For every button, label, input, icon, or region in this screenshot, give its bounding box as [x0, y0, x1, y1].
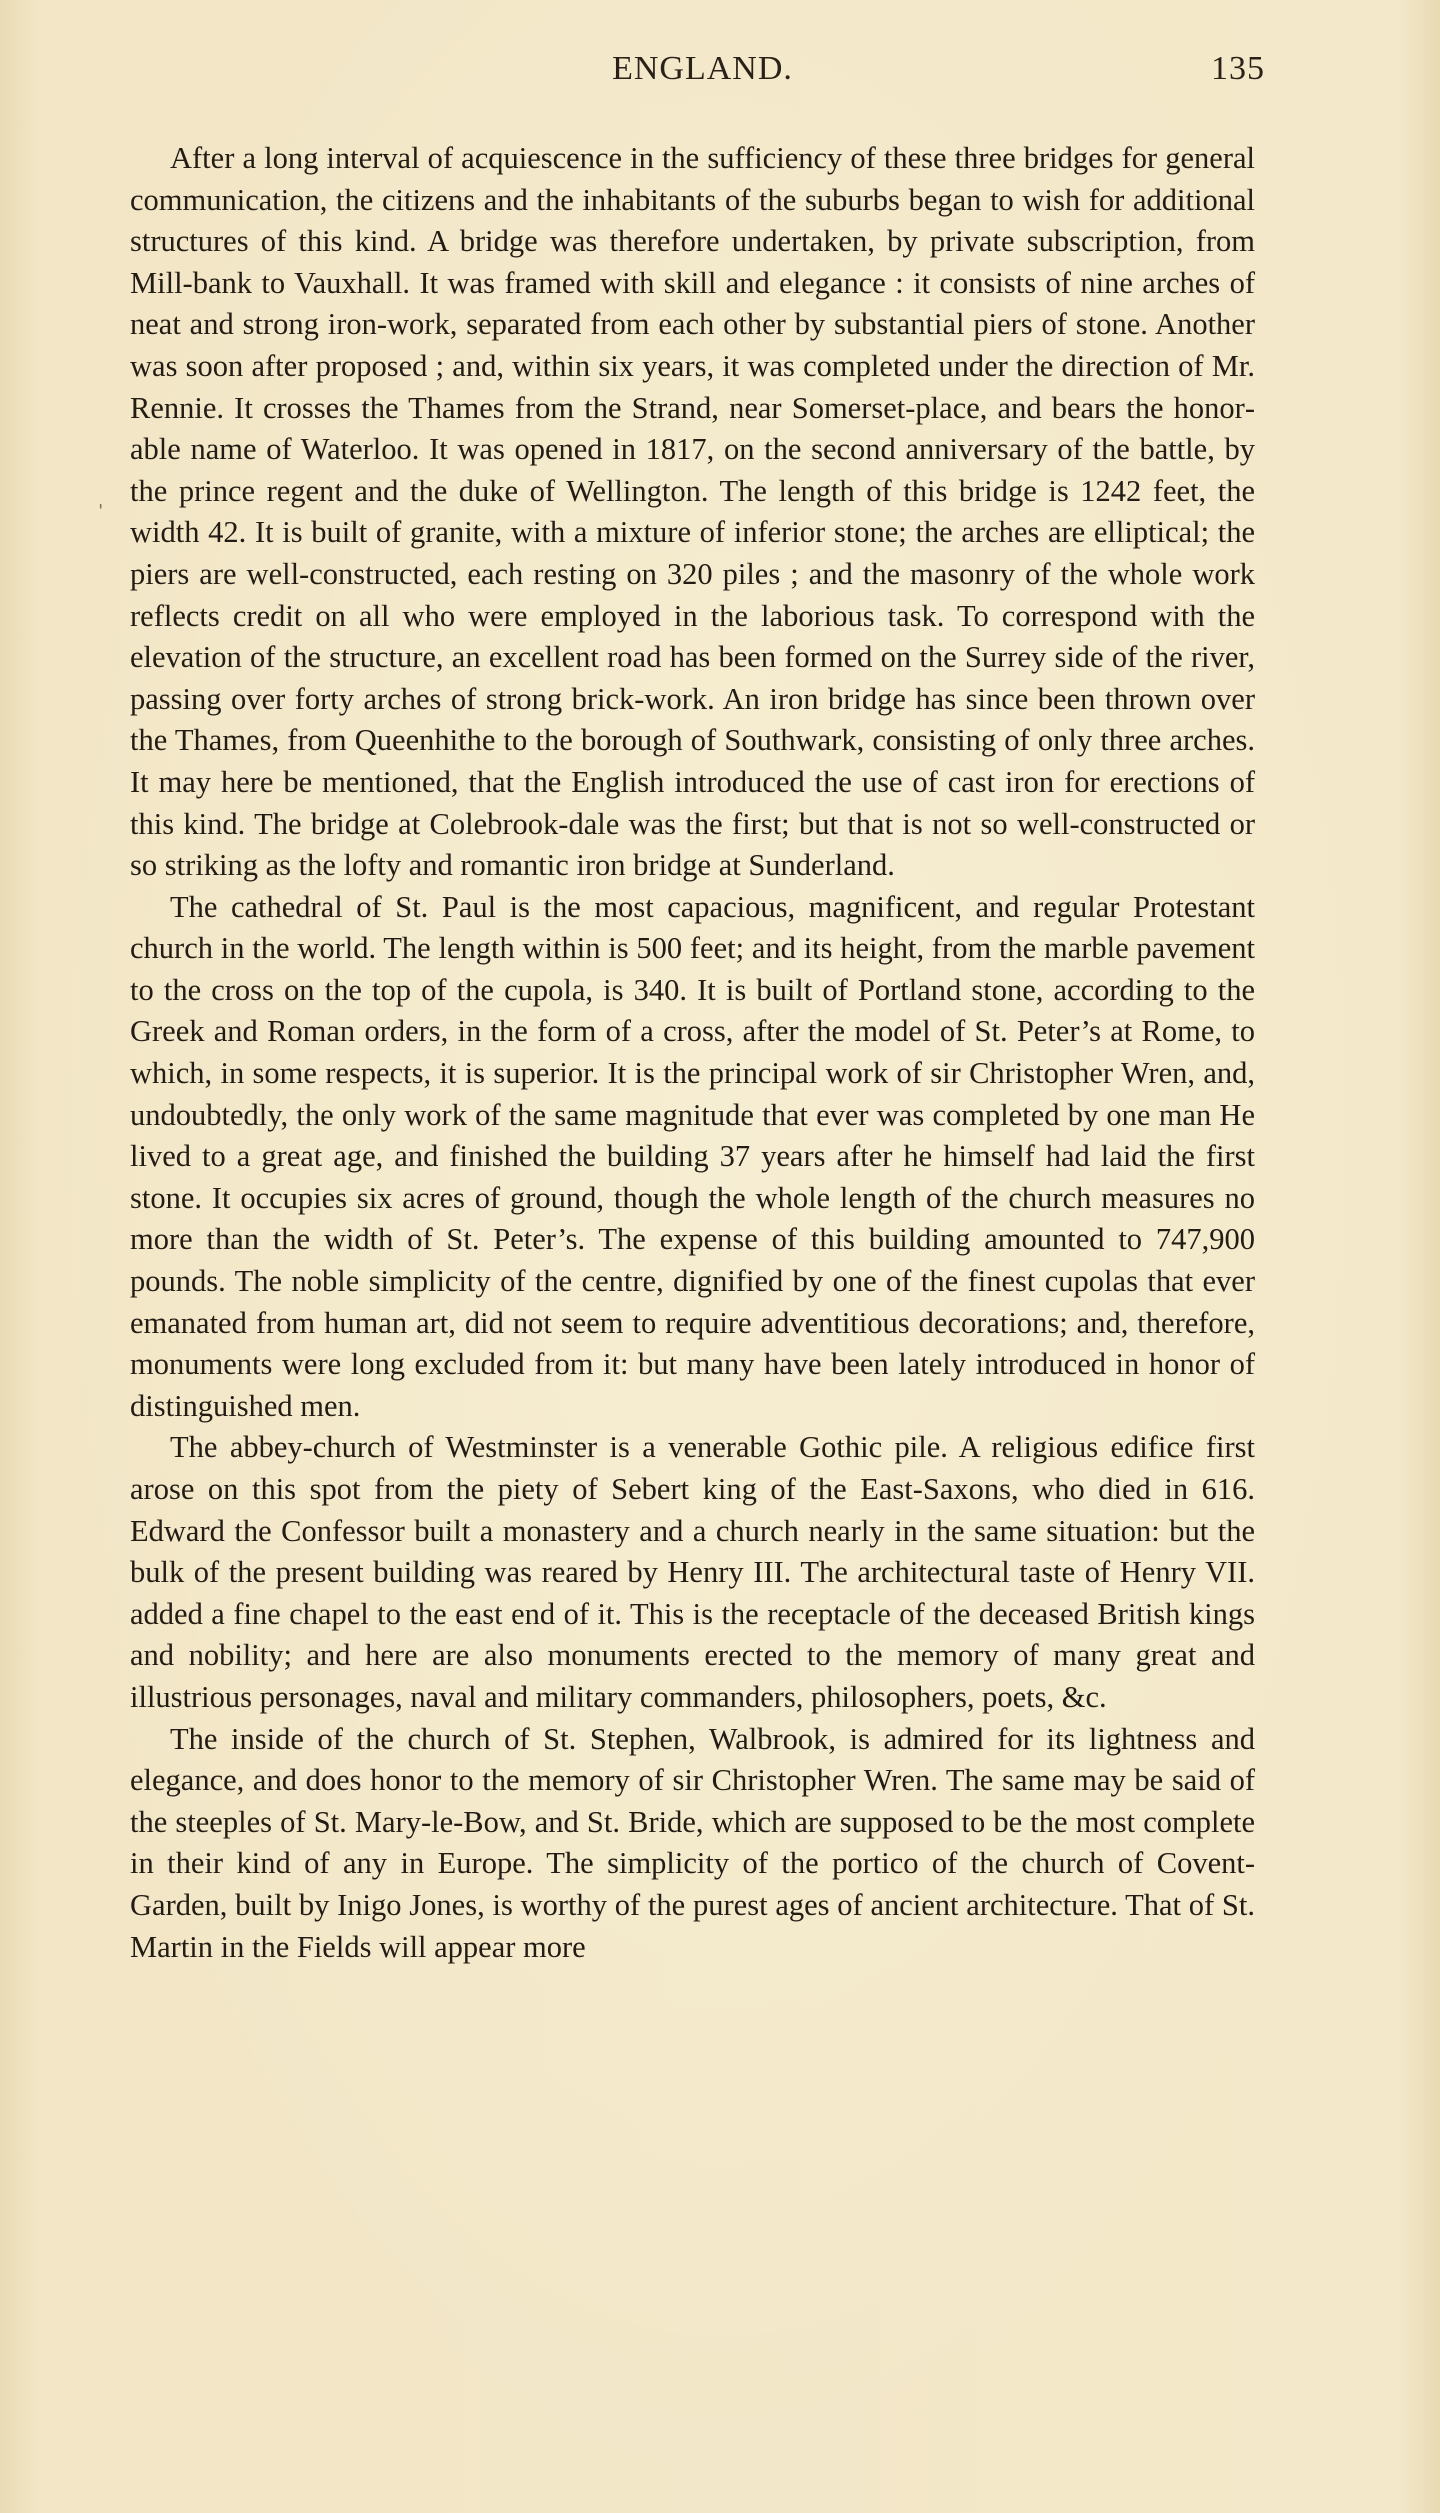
- margin-tick-mark: ˈ: [96, 500, 106, 531]
- running-head: ENGLAND.: [612, 50, 793, 87]
- body-text: [130, 138, 1255, 1968]
- paragraph-westminster-abbey: The abbey-church of Westminster is a venerable Gothic pile. A religious edifice first arose on this spot from the piety of Sebert king of the East-Saxons, who died in 616. Edward the Confessor built a monastery and a church nearly in the same situation: but the bulk of the present building was reared by Henry III. The architectural taste of Henry VII. added a fine chapel to the east end of it. This is the receptacle of the deceased British kings and nobility; and here are also monuments erected to the memory of many great and illustrious personages, naval and military commanders, philosophers, poets, &c.: [130, 1430, 1255, 1714]
- paragraph-bridges: After a long interval of acquiescence in the sufficiency of these three bridges for general communication, the citizens and the inhabitants of the suburbs began to wish for additional structures of this kind. A bridge was therefore undertaken, by private subscription, from Mill-bank to Vauxhall. It was framed with skill and elegance : it consists of nine arches of neat and strong iron-work, separated from each other by substantial piers of stone. Another was soon after proposed ; and, within six years, it was completed under the direction of Mr. Rennie. It crosses the Thames from the Strand, near Somerset-place, and bears the honorable name of Waterloo. It was opened in 1817, on the second anniversary of the battle, by the prince regent and the duke of Wellington. The length of this bridge is 1242 feet, the width 42. It is built of granite, with a mixture of inferior stone; the arches are elliptical; the piers are well-constructed, each resting on 320 piles ; and the masonry of the whole work reflects credit on all who were employed in the laborious task. To correspond with the elevation of the structure, an excellent road has been formed on the Surrey side of the river, passing over forty arches of strong brick-work. An iron bridge has since been thrown over the Thames, from Queenhithe to the borough of Southwark, consisting of only three arches. It may here be mentioned, that the English introduced the use of cast iron for erections of this kind. The bridge at Colebrook-dale was the first; but that is not so well-constructed or so striking as the lofty and romantic iron bridge at Sunderland.: [130, 141, 1255, 883]
- paragraph-st-pauls: The cathedral of St. Paul is the most capacious, magnificent, and regular Protestant church in the world. The length within is 500 feet; and its height, from the marble pavement to the cross on the top of the cupola, is 340. It is built of Portland stone, according to the Greek and Roman orders, in the form of a cross, after the model of St. Peter’s at Rome, to which, in some respects, it is superior. It is the principal work of sir Christopher Wren, and, undoubtedly, the only work of the same magnitude that ever was completed by one man He lived to a great age, and finished the building 37 years after he himself had laid the first stone. It occupies six acres of ground, though the whole length of the church measures no more than the width of St. Peter’s. The expense of this building amounted to 747,900 pounds. The noble simplicity of the centre, dignified by one of the finest cupolas that ever emanated from human art, did not seem to require adventitious decorations; and, therefore, monuments were long excluded from it: but many have been lately introduced in honor of distinguished men.: [130, 889, 1255, 1423]
- page-header: [140, 50, 1265, 96]
- page-number: 135: [1211, 50, 1265, 87]
- paragraph-st-stephen: The inside of the church of St. Stephen, Walbrook, is admired for its lightness and elegance, and does honor to the memory of sir Christopher Wren. The same may be said of the steeples of St. Mary-le-Bow, and St. Bride, which are supposed to be the most complete in their kind of any in Europe. The simplicity of the portico of the church of Covent-Garden, built by Inigo Jones, is worthy of the purest ages of ancient architecture. That of St. Martin in the Fields will appear more: [130, 1721, 1255, 1964]
